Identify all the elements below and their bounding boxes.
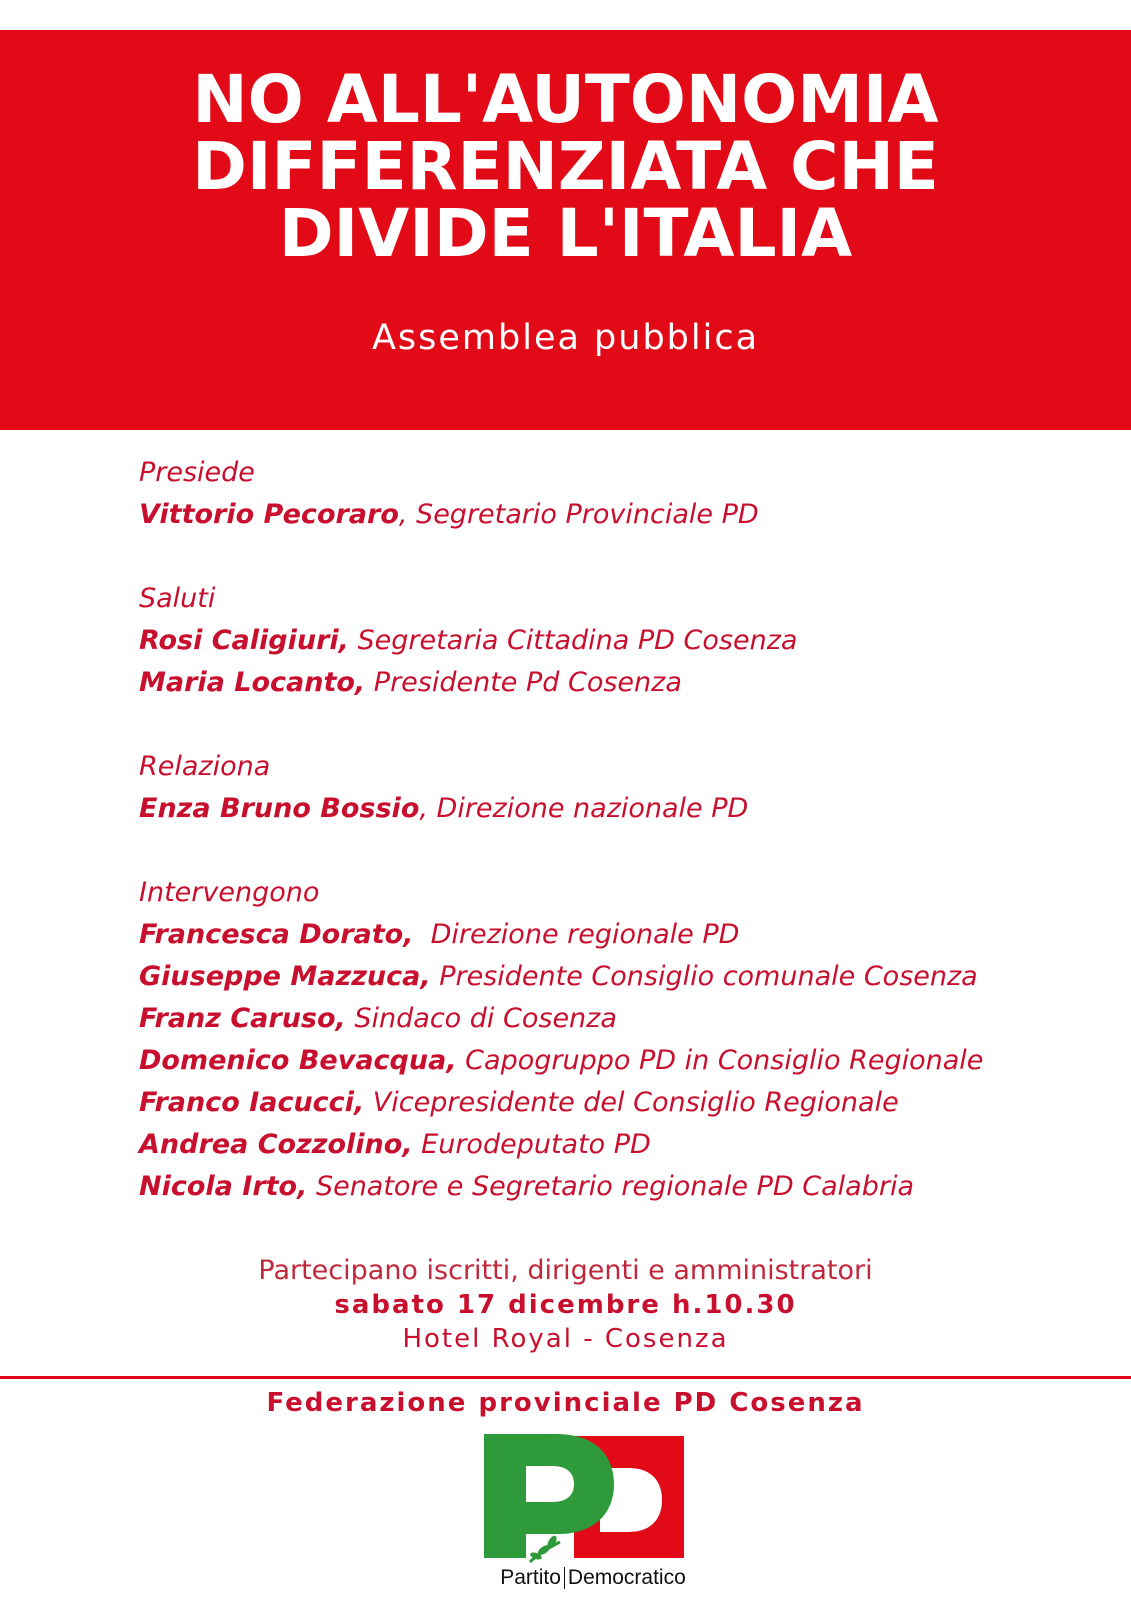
speaker-line [139,998,1039,1040]
speaker-line [139,788,1039,830]
speaker-name: Vittorio Pecoraro [139,499,399,530]
speaker-line [139,620,1039,662]
program-list [139,452,1039,1250]
section-intervengono [139,872,1039,1208]
speaker-role: Sindaco di Cosenza [345,1003,617,1034]
speaker-role: Presidente Pd Cosenza [365,667,682,698]
logo-caption-left: Partito [500,1566,561,1589]
title-line-3: DIVIDE L'ITALIA [278,195,853,272]
event-venue: Hotel Royal - Cosenza [402,1324,729,1354]
section-label: Relaziona [139,751,271,782]
page-subtitle: Assemblea pubblica [371,318,760,358]
speaker-line [139,1040,1039,1082]
section-label: Presiede [139,457,255,488]
speaker-line [139,1166,1039,1208]
speaker-name: Domenico Bevacqua, [139,1045,457,1076]
section-label: Intervengono [139,877,320,908]
speaker-role: , Direzione nazionale PD [419,793,749,824]
section-relaziona [139,746,1039,830]
speaker-role: Vicepresidente del Consiglio Regionale [364,1087,899,1118]
title-line-2: DIFFERENZIATA CHE [192,128,939,205]
section-saluti [139,578,1039,704]
speaker-role: Capogruppo PD in Consiglio Regionale [456,1045,984,1076]
page-title [0,61,1131,272]
speaker-line [139,956,1039,998]
federation-name: Federazione provinciale PD Cosenza [266,1388,865,1418]
section-presiede [139,452,1039,536]
title-line-1: NO ALL'AUTONOMIA [192,61,939,138]
speaker-role: Segretaria Cittadina PD Cosenza [348,625,798,656]
speaker-name: Maria Locanto, [139,667,366,698]
speaker-line [139,494,1039,536]
logo-p-counter [526,1466,574,1502]
speaker-name: Enza Bruno Bossio [139,793,420,824]
speaker-role: Presidente Consiglio comunale Cosenza [430,961,978,992]
speaker-line [139,662,1039,704]
speaker-name: Franz Caruso, [139,1003,346,1034]
speaker-name: Rosi Caligiuri, [139,625,349,656]
speaker-name: Franco Iacucci, [139,1087,365,1118]
speaker-name: Andrea Cozzolino, [139,1129,413,1160]
speaker-line [139,914,1039,956]
speaker-name: Giuseppe Mazzuca, [139,961,431,992]
speaker-name: Nicola Irto, [139,1171,308,1202]
speaker-line [139,1124,1039,1166]
speaker-role: Direzione regionale PD [413,919,740,950]
speaker-role: , Segretario Provinciale PD [398,499,759,530]
event-details [0,1254,1131,1356]
event-date: sabato 17 dicembre h.10.30 [334,1290,797,1320]
speaker-line [139,1082,1039,1124]
participants-note: Partecipano iscritti, dirigenti e amministratori [258,1255,873,1286]
logo-caption-separator [564,1567,565,1589]
speaker-role: Senatore e Segretario regionale PD Calabria [307,1171,914,1202]
speaker-role: Eurodeputato PD [412,1129,651,1160]
pd-logo [478,1430,708,1600]
footer-divider [0,1376,1131,1379]
speaker-name: Francesca Dorato, [139,919,414,950]
section-label: Saluti [139,583,216,614]
logo-caption [478,1566,708,1590]
logo-caption-right: Democratico [567,1566,686,1589]
